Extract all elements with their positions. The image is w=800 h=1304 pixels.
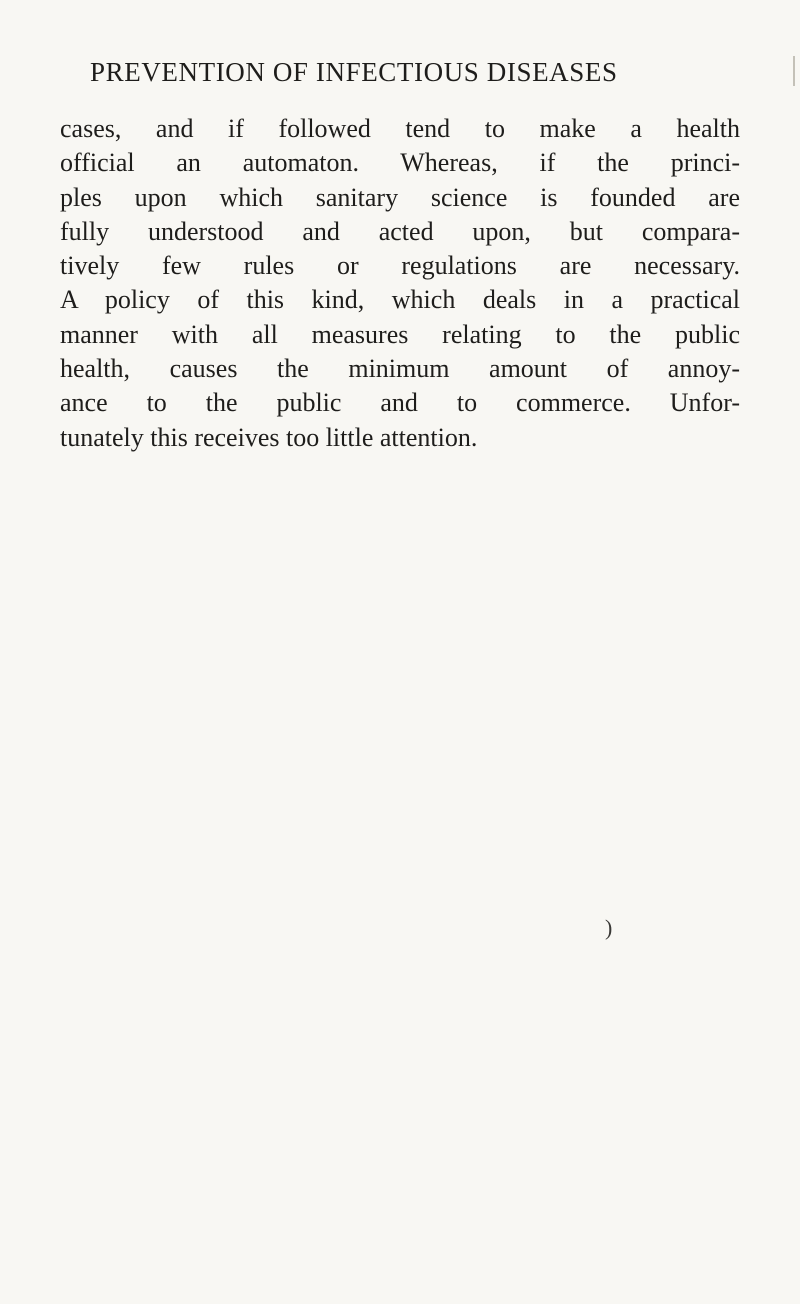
- body-line-9: ance to the public and to commerce. Unfor-: [60, 388, 740, 418]
- body-paragraph: [60, 112, 740, 455]
- stray-print-mark: ): [605, 915, 613, 940]
- body-line-1: cases, and if followed tend to make a health: [60, 114, 740, 143]
- body-line-8: health, causes the minimum amount of annoy-: [60, 354, 740, 384]
- body-line-3: ples upon which sanitary science is founded are: [60, 182, 740, 212]
- body-line-4: fully understood and acted upon, but compara-: [60, 216, 740, 246]
- body-line-5: tively few rules or regulations are necessary.: [60, 251, 740, 281]
- body-line-2: official an automaton. Whereas, if the princi-: [60, 148, 740, 178]
- body-line-6: A policy of this kind, which deals in a practical: [60, 285, 740, 315]
- running-head: PREVENTION OF INFECTIOUS DISEASES: [90, 57, 618, 87]
- body-line-7: manner with all measures relating to the public: [60, 319, 740, 349]
- page-edge-mark: [793, 56, 795, 86]
- body-line-10: tunately this receives too little attention.: [60, 422, 478, 452]
